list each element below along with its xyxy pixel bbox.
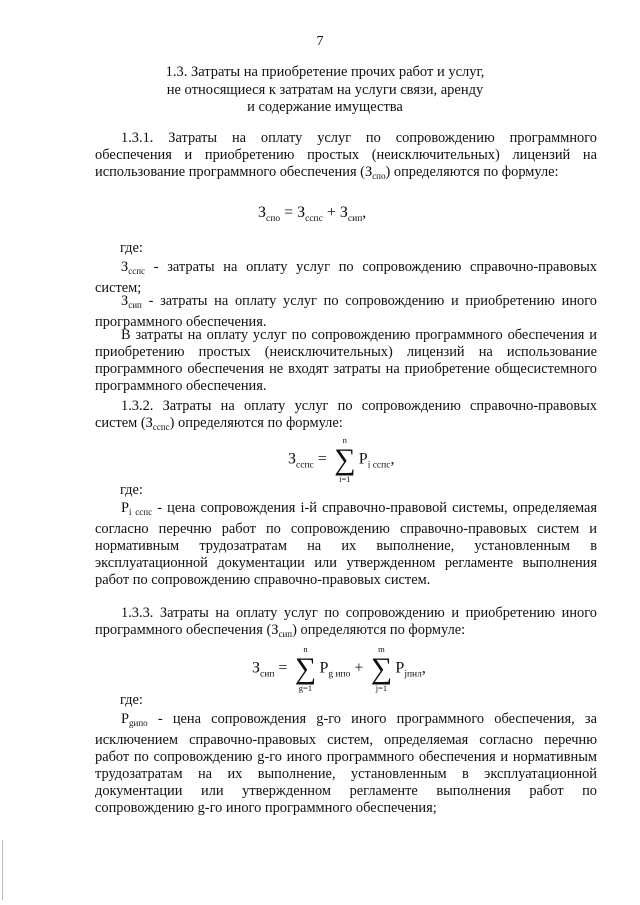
heading-line-3: и содержание имущества bbox=[247, 99, 403, 115]
heading-line-1: 1.3. Затраты на приобретение прочих работ и услуг, bbox=[165, 64, 485, 80]
where-label-2: где: bbox=[120, 482, 143, 498]
section-heading bbox=[95, 64, 555, 117]
where-label-1: где: bbox=[120, 240, 143, 256]
paragraph-1-3-2: 1.3.2. Затраты на оплату услуг по сопровождению справочно-правовых систем $(З_{сспс})$ определяются по формуле: bbox=[95, 398, 597, 432]
note-excluded-costs: В затраты на оплату услуг по сопровождению программного обеспечения и приобретению простых (неисключительных) лицензий на использование программного обеспечения не входят затраты на приобретение общесистемного программного обеспечения. bbox=[95, 327, 597, 394]
formula-z-spo: $З_{спо} = З_{сспс} + З_{сип}$, bbox=[258, 204, 367, 224]
formula-z-spps: $З_{сспс}$ = n ∑ i=1 $P_{i сспс}$, bbox=[288, 435, 395, 484]
paragraph-1-3-3: 1.3.3. Затраты на оплату услуг по сопровождению и приобретению иного программного обеспечения $(З_{сип})$ определяются по формуле: bbox=[95, 605, 597, 639]
where-label-3: где: bbox=[120, 692, 143, 708]
definition-z-sip: $З_{сип}$ - затраты на оплату услуг по сопровождению и приобретению иного программного обеспечения. bbox=[95, 293, 597, 330]
definition-p-gipo: $P_{gипо}$ - цена сопровождения g-го иного программного обеспечения, за исключением справочно-правовых систем, определяемая согласно перечню работ по сопровождению g-го иного программного обеспечения и нормативным трудозатратам на их выполнение, установленным в эксплуатационной документации или утвержденном регламенте выполнения работ по сопровождению g-го иного программного обеспечения; bbox=[95, 711, 597, 816]
sum-symbol: n ∑ i=1 bbox=[334, 435, 356, 484]
sum-symbol-g: n ∑ g=1 bbox=[294, 644, 317, 693]
formula-z-sip: $З_{сип}$ = n ∑ g=1 $P_{g ипо}$ + m ∑ j=1 $P_{jпнл}$, bbox=[252, 644, 426, 693]
paragraph-1-3-1: 1.3.1. Затраты на оплату услуг по сопровождению программного обеспечения и приобретению простых (неисключительных) лицензий на использование программного обеспечения $(З_{спо})$ определяются по формуле: bbox=[95, 130, 597, 181]
scan-edge-line bbox=[2, 840, 3, 900]
heading-line-2: не относящиеся к затратам на услуги связи, аренду bbox=[166, 81, 484, 98]
page-number: 7 bbox=[316, 34, 324, 49]
sum-symbol-j: m ∑ j=1 bbox=[370, 644, 393, 693]
definition-p-spps: $P_{i сспс}$ - цена сопровождения i-й справочно-правовой системы, определяемая согласно перечню работ по сопровождению справочно-правовых систем и нормативным трудозатратам на их выполнение, установленным в эксплуатационной документации или утвержденном регламенте выполнения работ по сопровождению справочно-правовых систем. bbox=[95, 500, 597, 588]
definition-z-spps: $З_{сспс}$ - затраты на оплату услуг по сопровождению справочно-правовых систем; bbox=[95, 259, 597, 296]
